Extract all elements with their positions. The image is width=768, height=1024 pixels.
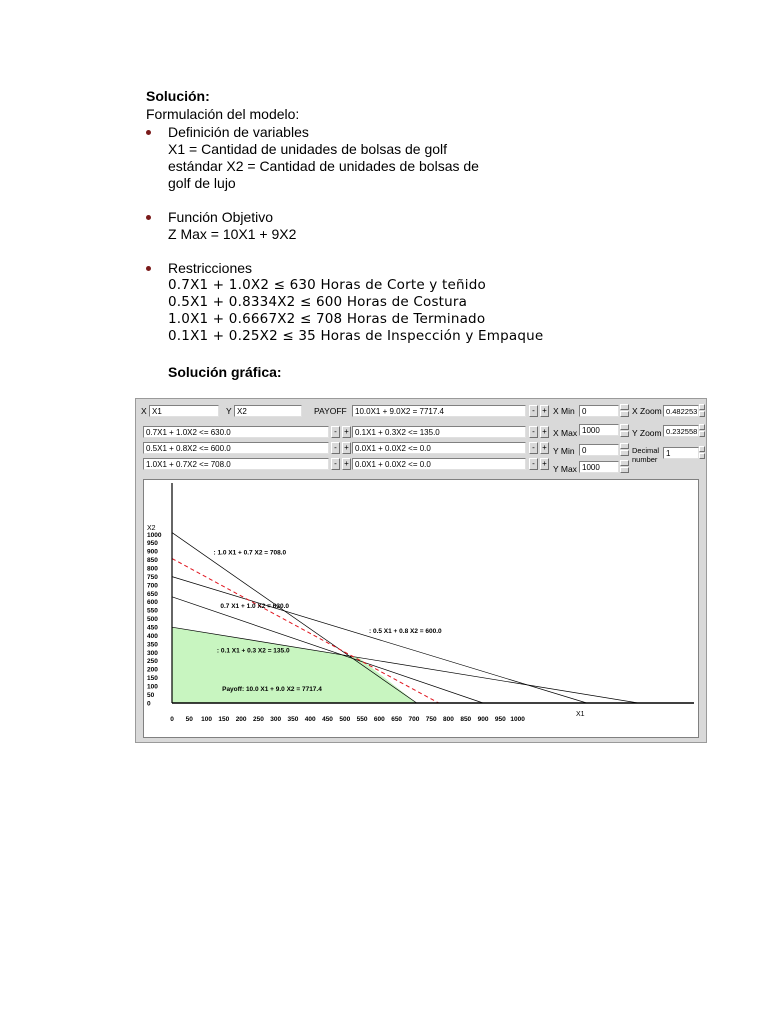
yzoom-input[interactable]: 0.232558 xyxy=(663,425,699,437)
xmin-input[interactable]: 0 xyxy=(579,405,619,417)
y-tick-label: 700 xyxy=(147,582,158,590)
x-tick-label: 550 xyxy=(356,716,368,723)
y-tick-label: 900 xyxy=(147,548,158,556)
constraint-6-input[interactable]: 0.0X1 + 0.0X2 <= 0.0 xyxy=(352,458,526,470)
y-tick-label: 450 xyxy=(147,624,158,632)
constraint-6-minus-button[interactable]: - xyxy=(529,458,538,470)
y-tick-label: 150 xyxy=(147,675,158,683)
decimal-number-label: number xyxy=(632,455,658,464)
bullet-title: Definición de variables xyxy=(168,124,309,140)
xmax-down-button[interactable] xyxy=(620,431,629,437)
constraint-5-minus-button[interactable]: - xyxy=(529,442,538,454)
x-tick-label: 150 xyxy=(218,716,230,723)
x-tick-label: 750 xyxy=(425,716,437,723)
payoff-plus-button[interactable]: + xyxy=(540,405,549,417)
x-tick-label: 200 xyxy=(235,716,247,723)
x-axis-label: X1 xyxy=(576,711,585,718)
decimal-input[interactable]: 1 xyxy=(663,447,699,459)
y-tick-label: 0 xyxy=(147,700,151,708)
y-tick-label: 1000 xyxy=(147,531,162,539)
line-equation-label: 0.7 X1 + 1.0 X2 = 630.0 xyxy=(220,602,290,610)
y-tick-label: 850 xyxy=(147,557,158,565)
constraint-1-input[interactable]: 0.7X1 + 1.0X2 <= 630.0 xyxy=(143,426,329,438)
y-tick-label: 100 xyxy=(147,683,158,691)
y-tick-label: 800 xyxy=(147,565,158,573)
payoff-minus-button[interactable]: - xyxy=(529,405,538,417)
formulacion-text: Formulación del modelo: xyxy=(146,106,300,122)
ymin-input[interactable]: 0 xyxy=(579,444,619,456)
graph-area xyxy=(143,479,699,738)
y-variable-label: Y xyxy=(226,406,232,416)
y-tick-label: 250 xyxy=(147,658,158,666)
y-tick-label: 750 xyxy=(147,573,158,581)
decimal-down-button[interactable] xyxy=(699,453,705,459)
constraint-2-input[interactable]: 0.5X1 + 0.8X2 <= 600.0 xyxy=(143,442,329,454)
y-tick-label: 650 xyxy=(147,590,158,598)
y-tick-label: 500 xyxy=(147,616,158,624)
yzoom-up-button[interactable] xyxy=(699,424,705,430)
constraint-3-minus-button[interactable]: - xyxy=(331,458,340,470)
payoff-label: PAYOFF xyxy=(314,406,347,416)
constraint-line: 0.5X1 + 0.8334X2 ≤ 600 Horas de Costura xyxy=(168,294,468,310)
bullet-title: Función Objetivo xyxy=(168,209,274,225)
constraint-3-input[interactable]: 1.0X1 + 0.7X2 <= 708.0 xyxy=(143,458,329,470)
solucion-heading: Solución: xyxy=(146,88,210,104)
y-tick-label: 400 xyxy=(147,632,158,640)
constraint-2-minus-button[interactable]: - xyxy=(331,442,340,454)
x-tick-label: 700 xyxy=(408,716,420,723)
x-tick-label: 950 xyxy=(494,716,506,723)
bullet-icon xyxy=(146,215,151,220)
constraint-4-plus-button[interactable]: + xyxy=(540,426,549,438)
x-tick-label: 50 xyxy=(185,716,193,723)
xmax-up-button[interactable] xyxy=(620,424,629,430)
y-tick-label: 950 xyxy=(147,540,158,548)
ymin-down-button[interactable] xyxy=(620,450,629,456)
ymax-down-button[interactable] xyxy=(620,467,629,473)
decimal-label: Decimal xyxy=(632,446,660,455)
bullet-line: X1 = Cantidad de unidades de bolsas de golf xyxy=(168,141,448,157)
x-tick-label: 0 xyxy=(170,716,174,723)
xmax-label: X Max xyxy=(553,428,578,438)
y-tick-label: 350 xyxy=(147,641,158,649)
xmin-label: X Min xyxy=(553,406,575,416)
xzoom-label: X Zoom xyxy=(632,406,662,416)
payoff-input[interactable]: 10.0X1 + 9.0X2 = 7717.4 xyxy=(352,405,526,417)
bullet-title: Restricciones xyxy=(168,260,253,276)
constraint-2-plus-button[interactable]: + xyxy=(342,442,351,454)
y-tick-label: 50 xyxy=(147,691,155,699)
xzoom-up-button[interactable] xyxy=(699,404,705,410)
constraint-1-plus-button[interactable]: + xyxy=(342,426,351,438)
yzoom-label: Y Zoom xyxy=(632,428,662,438)
x-tick-label: 650 xyxy=(391,716,403,723)
x-variable-input[interactable]: X1 xyxy=(149,405,219,417)
lp-chart xyxy=(144,480,698,737)
bullet-icon xyxy=(146,130,151,135)
x-tick-label: 800 xyxy=(443,716,454,723)
y-tick-label: 300 xyxy=(147,649,158,657)
constraint-3-plus-button[interactable]: + xyxy=(342,458,351,470)
y-tick-label: 200 xyxy=(147,666,158,674)
x-tick-label: 100 xyxy=(201,716,212,723)
constraint-5-input[interactable]: 0.0X1 + 0.0X2 <= 0.0 xyxy=(352,442,526,454)
x-tick-label: 900 xyxy=(477,716,489,723)
xmin-down-button[interactable] xyxy=(620,411,629,417)
decimal-up-button[interactable] xyxy=(699,446,705,452)
xzoom-down-button[interactable] xyxy=(699,411,705,417)
constraint-4-minus-button[interactable]: - xyxy=(529,426,538,438)
yzoom-down-button[interactable] xyxy=(699,431,705,437)
x-tick-label: 600 xyxy=(373,716,385,723)
constraint-1-minus-button[interactable]: - xyxy=(331,426,340,438)
line-equation-label: Payoff: 10.0 X1 + 9.0 X2 = 7717.4 xyxy=(222,686,322,694)
constraint-5-plus-button[interactable]: + xyxy=(540,442,549,454)
x-tick-label: 850 xyxy=(460,716,472,723)
x-tick-label: 400 xyxy=(304,716,316,723)
constraint-line: 0.1X1 + 0.25X2 ≤ 35 Horas de Inspección y Empaque xyxy=(168,328,544,344)
xmin-up-button[interactable] xyxy=(620,404,629,410)
constraint-4-input[interactable]: 0.1X1 + 0.3X2 <= 135.0 xyxy=(352,426,526,438)
constraint-6-plus-button[interactable]: + xyxy=(540,458,549,470)
xzoom-input[interactable]: 0.482253 xyxy=(663,405,699,417)
y-axis-label: X2 xyxy=(147,525,156,532)
y-tick-label: 550 xyxy=(147,607,158,615)
ymax-up-button[interactable] xyxy=(620,460,629,466)
x-tick-label: 350 xyxy=(287,716,299,723)
constraint-line: 1.0X1 + 0.6667X2 ≤ 708 Horas de Terminado xyxy=(168,311,486,327)
x-variable-label: X xyxy=(141,406,147,416)
x-tick-label: 500 xyxy=(339,716,351,723)
y-variable-input[interactable]: X2 xyxy=(234,405,302,417)
bullet-line: golf de lujo xyxy=(168,175,236,191)
bullet-line: estándar X2 = Cantidad de unidades de bolsas de xyxy=(168,158,479,174)
line-equation-label: : 1.0 X1 + 0.7 X2 = 708.0 xyxy=(213,549,287,557)
ymin-label: Y Min xyxy=(553,446,575,456)
xmax-input[interactable]: 1000 xyxy=(579,424,619,436)
constraint-line: 0.7X1 + 1.0X2 ≤ 630 Horas de Corte y teñido xyxy=(168,277,486,293)
grafica-heading: Solución gráfica: xyxy=(168,364,282,380)
ymin-up-button[interactable] xyxy=(620,443,629,449)
ymax-input[interactable]: 1000 xyxy=(579,461,619,473)
bullet-icon xyxy=(146,266,151,271)
line-equation-label: : 0.5 X1 + 0.8 X2 = 600.0 xyxy=(368,628,442,636)
ymax-label: Y Max xyxy=(553,464,577,474)
x-tick-label: 300 xyxy=(270,716,282,723)
y-tick-label: 600 xyxy=(147,599,158,607)
x-tick-label: 1000 xyxy=(510,716,525,723)
x-tick-label: 250 xyxy=(252,716,264,723)
line-equation-label: : 0.1 X1 + 0.3 X2 = 135.0 xyxy=(216,647,290,655)
x-tick-label: 450 xyxy=(322,716,333,723)
bullet-line: Z Max = 10X1 + 9X2 xyxy=(168,226,297,242)
